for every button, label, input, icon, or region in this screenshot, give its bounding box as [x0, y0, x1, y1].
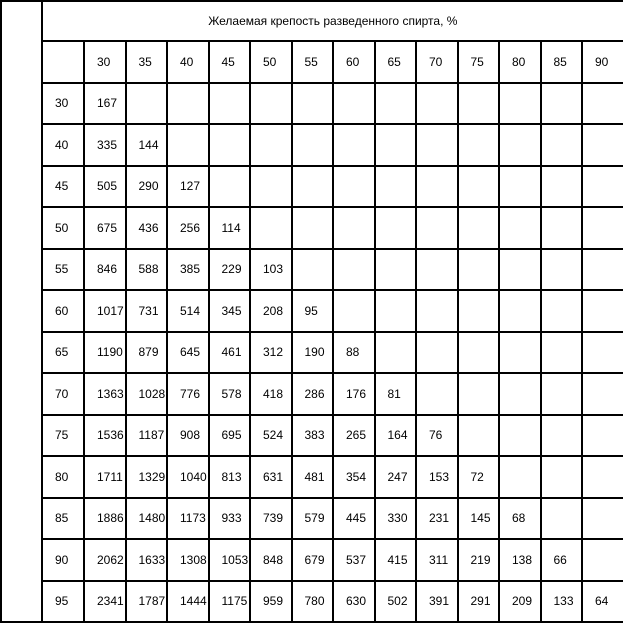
table-cell: 219	[458, 539, 500, 581]
table-cell: 291	[458, 581, 500, 623]
table-row	[1, 332, 623, 374]
row-header: 75	[42, 415, 84, 457]
table-cell	[499, 83, 541, 125]
table-cell	[582, 332, 623, 374]
table-cell: 76	[416, 415, 458, 457]
table-cell: 959	[250, 581, 292, 623]
table-cell	[541, 498, 583, 540]
side-header-cell	[1, 1, 42, 622]
table-cell: 1363	[84, 373, 126, 415]
row-header: 90	[42, 539, 84, 581]
table-cell	[416, 83, 458, 125]
table-cell: 933	[209, 498, 251, 540]
table-cell	[375, 83, 417, 125]
row-header: 45	[42, 166, 84, 208]
table-cell: 1329	[126, 456, 168, 498]
table-cell: 209	[499, 581, 541, 623]
table-row	[1, 498, 623, 540]
table-cell: 167	[84, 83, 126, 125]
table-cell: 144	[126, 124, 168, 166]
table-cell	[416, 166, 458, 208]
table-cell: 1308	[167, 539, 209, 581]
table-cell: 1053	[209, 539, 251, 581]
table-cell	[458, 83, 500, 125]
table-cell: 675	[84, 207, 126, 249]
table-cell	[209, 166, 251, 208]
column-header: 60	[333, 41, 375, 83]
table-cell: 138	[499, 539, 541, 581]
table-cell: 780	[292, 581, 334, 623]
table-cell: 645	[167, 332, 209, 374]
row-header: 50	[42, 207, 84, 249]
column-header-row	[1, 41, 623, 83]
table-cell: 1787	[126, 581, 168, 623]
table-cell: 231	[416, 498, 458, 540]
column-header: 55	[292, 41, 334, 83]
table-cell	[416, 332, 458, 374]
table-cell	[582, 498, 623, 540]
table-cell: 1190	[84, 332, 126, 374]
table-cell	[458, 249, 500, 291]
table-cell: 153	[416, 456, 458, 498]
table-cell: 265	[333, 415, 375, 457]
table-cell	[458, 207, 500, 249]
table-cell: 345	[209, 290, 251, 332]
table-title: Желаемая крепость разведенного спирта, %	[42, 1, 623, 41]
column-header: 45	[209, 41, 251, 83]
table-cell: 578	[209, 373, 251, 415]
row-header: 70	[42, 373, 84, 415]
table-cell: 335	[84, 124, 126, 166]
table-cell: 588	[126, 249, 168, 291]
table-row	[1, 290, 623, 332]
table-cell: 391	[416, 581, 458, 623]
table-cell	[209, 124, 251, 166]
row-header: 55	[42, 249, 84, 291]
table-cell	[541, 456, 583, 498]
table-cell	[333, 124, 375, 166]
table-cell	[375, 166, 417, 208]
table-row	[1, 415, 623, 457]
table-cell: 176	[333, 373, 375, 415]
table-cell	[416, 207, 458, 249]
table-cell	[167, 83, 209, 125]
row-header: 65	[42, 332, 84, 374]
table-cell	[292, 207, 334, 249]
table-cell	[541, 415, 583, 457]
table-cell: 415	[375, 539, 417, 581]
table-cell: 114	[209, 207, 251, 249]
table-cell: 1017	[84, 290, 126, 332]
table-cell: 312	[250, 332, 292, 374]
table-cell	[375, 290, 417, 332]
table-cell: 1886	[84, 498, 126, 540]
table-cell	[541, 207, 583, 249]
table-cell: 286	[292, 373, 334, 415]
table-cell	[541, 166, 583, 208]
table-cell: 72	[458, 456, 500, 498]
table-cell: 739	[250, 498, 292, 540]
table-cell: 145	[458, 498, 500, 540]
column-header: 65	[375, 41, 417, 83]
table-cell	[333, 290, 375, 332]
table-cell	[582, 124, 623, 166]
row-header: 40	[42, 124, 84, 166]
column-header: 50	[250, 41, 292, 83]
table-cell: 514	[167, 290, 209, 332]
table-cell: 247	[375, 456, 417, 498]
table-cell: 2062	[84, 539, 126, 581]
table-cell	[582, 539, 623, 581]
table-cell	[499, 290, 541, 332]
table-cell	[333, 249, 375, 291]
table-cell: 879	[126, 332, 168, 374]
table-cell	[541, 332, 583, 374]
column-header: 30	[84, 41, 126, 83]
table-cell: 776	[167, 373, 209, 415]
table-cell: 630	[333, 581, 375, 623]
table-cell	[458, 332, 500, 374]
table-cell	[416, 124, 458, 166]
table-cell: 846	[84, 249, 126, 291]
table-cell: 731	[126, 290, 168, 332]
table-cell: 813	[209, 456, 251, 498]
table-cell: 66	[541, 539, 583, 581]
table-cell	[541, 249, 583, 291]
table-row	[1, 581, 623, 623]
table-cell: 481	[292, 456, 334, 498]
table-cell: 537	[333, 539, 375, 581]
table-cell: 418	[250, 373, 292, 415]
table-cell: 64	[582, 581, 623, 623]
table-row	[1, 166, 623, 208]
table-cell	[499, 124, 541, 166]
table-cell: 256	[167, 207, 209, 249]
table-cell	[458, 290, 500, 332]
table-cell	[375, 332, 417, 374]
table-cell: 1711	[84, 456, 126, 498]
table-cell: 208	[250, 290, 292, 332]
table-cell: 445	[333, 498, 375, 540]
column-header: 40	[167, 41, 209, 83]
table-cell: 190	[292, 332, 334, 374]
table-cell: 461	[209, 332, 251, 374]
table-cell	[582, 456, 623, 498]
table-cell	[250, 166, 292, 208]
table-cell	[541, 83, 583, 125]
table-cell	[375, 249, 417, 291]
table-cell	[582, 207, 623, 249]
table-cell: 1480	[126, 498, 168, 540]
table-cell	[416, 373, 458, 415]
table-cell	[167, 124, 209, 166]
table-cell: 95	[292, 290, 334, 332]
table-cell	[582, 166, 623, 208]
row-header: 80	[42, 456, 84, 498]
table-cell	[458, 166, 500, 208]
table-cell: 848	[250, 539, 292, 581]
column-header: 85	[541, 41, 583, 83]
column-header: 80	[499, 41, 541, 83]
table-cell: 908	[167, 415, 209, 457]
column-header: 75	[458, 41, 500, 83]
table-cell	[499, 456, 541, 498]
table-cell: 383	[292, 415, 334, 457]
table-cell: 311	[416, 539, 458, 581]
table-row	[1, 539, 623, 581]
table-cell: 1536	[84, 415, 126, 457]
table-cell: 127	[167, 166, 209, 208]
table-row	[1, 124, 623, 166]
table-cell	[499, 166, 541, 208]
table-cell	[499, 373, 541, 415]
table-cell	[292, 83, 334, 125]
table-cell	[375, 124, 417, 166]
table-cell: 290	[126, 166, 168, 208]
table-cell	[333, 207, 375, 249]
column-header: 35	[126, 41, 168, 83]
table-cell: 695	[209, 415, 251, 457]
row-header: 85	[42, 498, 84, 540]
table-row	[1, 83, 623, 125]
table-cell	[416, 290, 458, 332]
table-cell	[582, 373, 623, 415]
table-cell	[458, 124, 500, 166]
table-cell	[499, 415, 541, 457]
corner-cell	[42, 41, 84, 83]
table-cell	[126, 83, 168, 125]
table-cell: 81	[375, 373, 417, 415]
table-cell	[541, 290, 583, 332]
table-cell: 502	[375, 581, 417, 623]
table-cell	[250, 207, 292, 249]
table-cell	[499, 249, 541, 291]
table-cell: 103	[250, 249, 292, 291]
table-cell	[333, 83, 375, 125]
table-cell	[541, 373, 583, 415]
table-cell: 436	[126, 207, 168, 249]
table-cell: 505	[84, 166, 126, 208]
table-cell: 1633	[126, 539, 168, 581]
table-cell	[582, 83, 623, 125]
table-cell	[499, 332, 541, 374]
row-header: 95	[42, 581, 84, 623]
table-cell: 1040	[167, 456, 209, 498]
table-cell: 229	[209, 249, 251, 291]
table-cell	[582, 290, 623, 332]
table-cell	[582, 415, 623, 457]
table-cell: 679	[292, 539, 334, 581]
table-cell: 1028	[126, 373, 168, 415]
table-cell	[292, 249, 334, 291]
row-header: 30	[42, 83, 84, 125]
table-row	[1, 249, 623, 291]
table-cell	[582, 249, 623, 291]
table-cell: 68	[499, 498, 541, 540]
column-header: 90	[582, 41, 623, 83]
table-cell: 1175	[209, 581, 251, 623]
table-cell: 133	[541, 581, 583, 623]
title-row	[1, 1, 623, 41]
table-cell	[209, 83, 251, 125]
table-cell: 1173	[167, 498, 209, 540]
table-cell	[292, 124, 334, 166]
table-cell: 88	[333, 332, 375, 374]
table-cell	[541, 124, 583, 166]
table-cell	[250, 83, 292, 125]
table-cell: 164	[375, 415, 417, 457]
table-cell	[292, 166, 334, 208]
table-cell: 354	[333, 456, 375, 498]
table-cell	[458, 415, 500, 457]
table-cell: 330	[375, 498, 417, 540]
table-cell: 1187	[126, 415, 168, 457]
table-cell: 579	[292, 498, 334, 540]
table-row	[1, 207, 623, 249]
table-cell	[250, 124, 292, 166]
table-cell	[333, 166, 375, 208]
table-cell: 524	[250, 415, 292, 457]
table-cell: 2341	[84, 581, 126, 623]
column-header: 70	[416, 41, 458, 83]
table-cell: 385	[167, 249, 209, 291]
table-cell: 631	[250, 456, 292, 498]
table-cell	[416, 249, 458, 291]
table-row	[1, 456, 623, 498]
table-row	[1, 373, 623, 415]
table-cell	[458, 373, 500, 415]
table-cell	[375, 207, 417, 249]
table-cell	[499, 207, 541, 249]
table-cell: 1444	[167, 581, 209, 623]
row-header: 60	[42, 290, 84, 332]
